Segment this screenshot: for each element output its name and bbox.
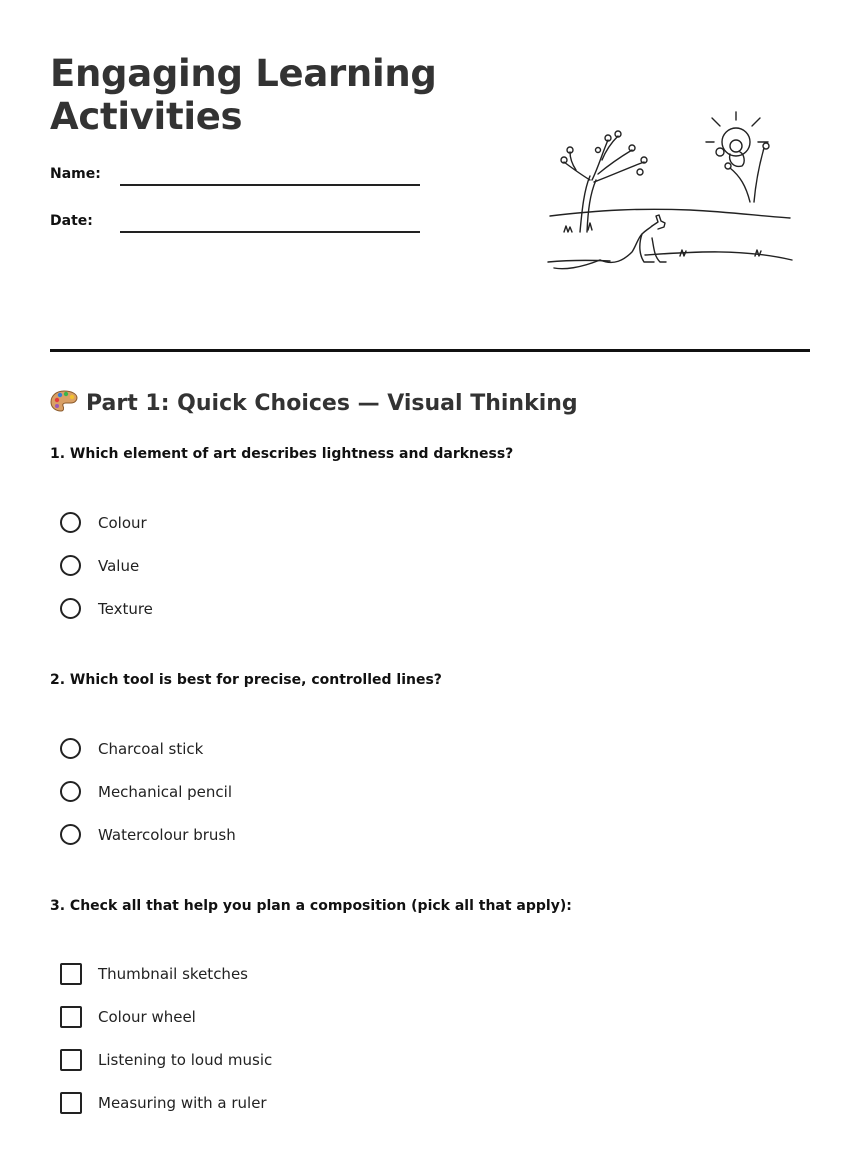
option-label: Measuring with a ruler xyxy=(98,1094,267,1112)
question-2: 2. Which tool is best for precise, controlled lines? xyxy=(50,672,442,688)
name-field xyxy=(50,160,420,190)
part1-heading xyxy=(50,388,578,420)
australian-landscape-illustration xyxy=(540,110,800,290)
option-label: Mechanical pencil xyxy=(98,783,233,801)
q3-option-thumbnail-sketches[interactable] xyxy=(60,963,460,989)
q2-option-mechanical-pencil[interactable] xyxy=(60,781,460,807)
section-divider xyxy=(50,349,810,352)
checkbox[interactable] xyxy=(60,1092,82,1114)
q2-option-watercolour-brush[interactable] xyxy=(60,824,460,850)
radio-button[interactable] xyxy=(60,781,81,802)
option-label: Colour wheel xyxy=(98,1008,196,1026)
question-3: 3. Check all that help you plan a composition (pick all that apply): xyxy=(50,898,572,914)
checkbox[interactable] xyxy=(60,1006,82,1028)
option-label: Thumbnail sketches xyxy=(98,965,248,983)
name-input-line[interactable] xyxy=(120,184,420,186)
date-field xyxy=(50,207,420,237)
q3-option-measuring-with-a-ruler[interactable] xyxy=(60,1092,460,1118)
option-label: Watercolour brush xyxy=(98,826,236,844)
question-1: 1. Which element of art describes lightness and darkness? xyxy=(50,446,514,462)
option-label: Value xyxy=(98,557,140,575)
radio-button[interactable] xyxy=(60,738,81,759)
option-label: Charcoal stick xyxy=(98,740,204,758)
worksheet-title: Engaging Learning Activities xyxy=(50,52,437,138)
q1-option-value[interactable] xyxy=(60,555,460,581)
date-input-line[interactable] xyxy=(120,231,420,233)
q1-option-texture[interactable] xyxy=(60,598,460,624)
q3-option-colour-wheel[interactable] xyxy=(60,1006,460,1032)
q1-option-colour[interactable] xyxy=(60,512,460,538)
option-label: Listening to loud music xyxy=(98,1051,273,1069)
q3-option-listening-to-loud-music[interactable] xyxy=(60,1049,460,1075)
name-label: Name: xyxy=(50,166,101,182)
date-label: Date: xyxy=(50,213,93,229)
option-label: Colour xyxy=(98,514,147,532)
radio-button[interactable] xyxy=(60,824,81,845)
checkbox[interactable] xyxy=(60,1049,82,1071)
option-label: Texture xyxy=(98,600,153,618)
checkbox[interactable] xyxy=(60,963,82,985)
radio-button[interactable] xyxy=(60,598,81,619)
radio-button[interactable] xyxy=(60,555,81,576)
part1-heading-text: Part 1: Quick Choices — Visual Thinking xyxy=(86,391,578,416)
q2-option-charcoal-stick[interactable] xyxy=(60,738,460,764)
artist-palette-icon xyxy=(50,389,78,413)
radio-button[interactable] xyxy=(60,512,81,533)
